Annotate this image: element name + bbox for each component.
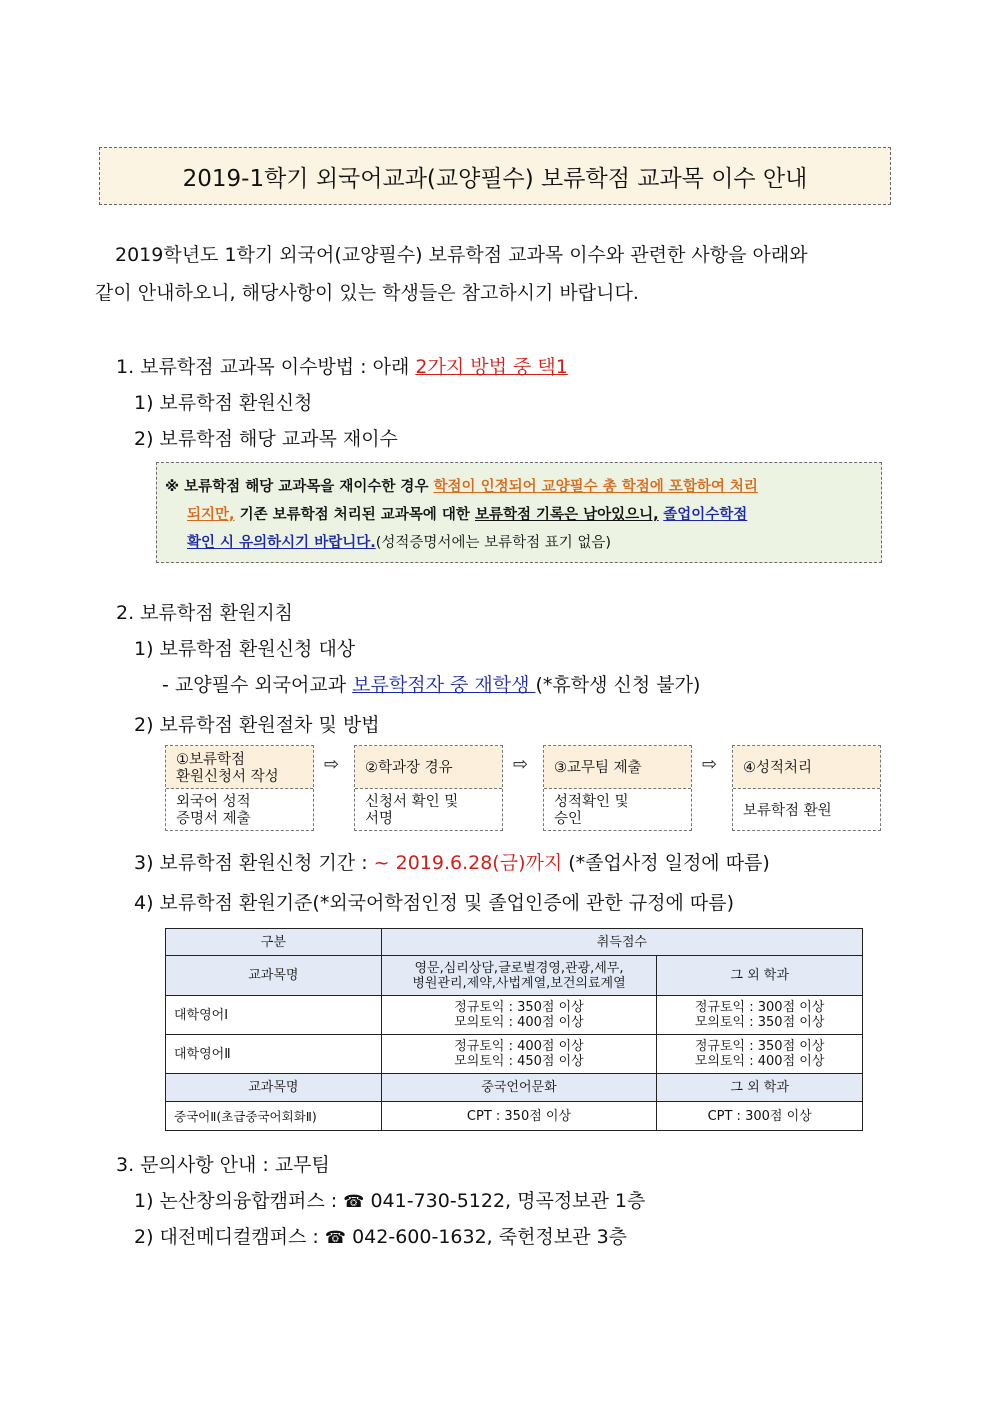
- arrow-icon: ⇨: [324, 754, 340, 775]
- target-suffix: (*휴학생 신청 불가): [535, 674, 701, 696]
- dept-a-line2: 병원관리,제약,사법계열,보건의료계열: [412, 975, 626, 991]
- note-part-2: 학점이 인정되어 교양필수 총 학점에 포함하여 처리: [433, 479, 758, 495]
- section2-item2: 2) 보류학점 환원절차 및 방법: [134, 714, 380, 736]
- contact-1-label: 1) 논산창의융합캠퍼스 :: [134, 1190, 344, 1212]
- step-1-title-line2: 환원신청서 작성: [176, 768, 279, 785]
- section3-heading: 3. 문의사항 안내 : 교무팀: [116, 1154, 330, 1176]
- section2-item4: 4) 보류학점 환원기준(*외국어학점인정 및 졸업인증에 관한 규정에 따름): [134, 892, 735, 914]
- course-name: 중국어Ⅱ(초급중국어회화Ⅱ): [166, 1102, 382, 1131]
- note-line-1: [165, 473, 758, 501]
- course-name: 대학영어Ⅱ: [166, 1035, 382, 1074]
- step-2-title: [355, 746, 502, 789]
- contact-2: [134, 1222, 627, 1249]
- note-line-2: [187, 501, 747, 529]
- section1-item1: 1) 보류학점 환원신청: [134, 392, 313, 414]
- step-1-desc-line2: 증명서 제출: [176, 811, 251, 827]
- step-3-box: [543, 745, 692, 831]
- period-deadline: ~ 2019.6.28(금)까지: [373, 852, 563, 874]
- step-2-desc: [355, 789, 502, 830]
- score-chinese: CPT : 350점 이상: [381, 1102, 657, 1131]
- phone-icon: ☎: [324, 1228, 347, 1248]
- score-dept-a: [381, 1035, 657, 1074]
- phone-icon: ☎: [343, 1192, 365, 1212]
- score-dept-other: [657, 1035, 863, 1074]
- score-dept-a: [381, 996, 657, 1035]
- contact-2-label: 2) 대전메디컬캠퍼스 :: [134, 1226, 325, 1248]
- intro-line-1: 2019학년도 1학기 외국어(교양필수) 보류학점 교과목 이수와 관련한 사항을 아래와: [115, 244, 808, 266]
- note-line-3: [187, 529, 611, 557]
- intro-paragraph: [95, 236, 895, 312]
- score-other: CPT : 300점 이상: [657, 1102, 863, 1131]
- score-line: 모의토익 : 400점 이상: [454, 1015, 584, 1030]
- note-part-9: (성적증명서에는 보류학점 표기 없음): [375, 535, 611, 551]
- arrow-icon: ⇨: [702, 754, 718, 775]
- table-row: [166, 956, 863, 996]
- step-1-desc: [166, 789, 313, 830]
- target-link: 보류학점자 중 재학생: [352, 674, 536, 696]
- step-1-box: [165, 745, 314, 831]
- step-3-desc: [544, 789, 691, 830]
- section2-heading: 2. 보류학점 환원지침: [116, 602, 294, 624]
- step-2-desc-line1: 신청서 확인 및: [365, 794, 459, 810]
- section2-item3: [134, 848, 770, 875]
- step-2-title-line1: ②학과장 경유: [365, 760, 453, 776]
- step-4-title-line1: ④성적처리: [743, 760, 813, 776]
- period-prefix: 3) 보류학점 환원신청 기간 :: [134, 852, 374, 874]
- note-part-1: ※ 보류학점 해당 교과목을 재이수한 경우: [165, 479, 434, 495]
- score-dept-other: [657, 996, 863, 1035]
- step-4-desc: [733, 789, 880, 830]
- section2-item1-sub: [162, 670, 700, 697]
- score-line: 모의토익 : 450점 이상: [454, 1054, 584, 1069]
- intro-line-2: 같이 안내하오니, 해당사항이 있는 학생들은 참고하시기 바랍니다.: [95, 282, 639, 304]
- step-2-box: [354, 745, 503, 831]
- step-4-box: [732, 745, 881, 831]
- table-header-score: 취득점수: [381, 929, 862, 956]
- step-4-title: [733, 746, 880, 789]
- section1-item2: 2) 보류학점 해당 교과목 재이수: [134, 428, 398, 450]
- section2-item1: 1) 보류학점 환원신청 대상: [134, 638, 356, 660]
- table-header-course-2: 교과목명: [166, 1074, 382, 1102]
- section1-heading-text: 1. 보류학점 교과목 이수방법 : 아래: [116, 356, 416, 378]
- target-prefix: - 교양필수 외국어교과: [162, 674, 353, 696]
- table-row: [166, 929, 863, 956]
- table-row: [166, 1035, 863, 1074]
- section1-heading: [116, 352, 568, 379]
- table-row: [166, 996, 863, 1035]
- table-row: [166, 1074, 863, 1102]
- dept-a-line1: 영문,심리상담,글로벌경영,관광,세무,: [414, 960, 624, 976]
- table-header-course: 교과목명: [166, 956, 382, 996]
- score-line: 정규토익 : 350점 이상: [454, 1000, 584, 1015]
- table-row: [166, 1102, 863, 1131]
- step-3-desc-line1: 성적확인 및: [554, 794, 629, 810]
- step-1-title: [166, 746, 313, 789]
- note-part-5: 보류학점 기록은 남아있으니,: [474, 507, 659, 523]
- step-1-desc-line1: 외국어 성적: [176, 794, 251, 810]
- note-part-7: 졸업이수학점: [663, 507, 748, 523]
- step-4-desc-line1: 보류학점 환원: [743, 802, 832, 819]
- step-3-desc-line2: 승인: [554, 811, 583, 827]
- note-part-3: 되지만,: [187, 507, 235, 523]
- contact-1: [134, 1186, 645, 1213]
- step-2-desc-line2: 서명: [365, 811, 394, 827]
- score-line: 모의토익 : 400점 이상: [694, 1054, 825, 1069]
- section1-heading-highlight: 2가지 방법 중 택1: [415, 356, 568, 378]
- title-text: 2019-1학기 외국어교과(교양필수) 보류학점 교과목 이수 안내: [182, 165, 808, 192]
- document-title: [99, 147, 891, 205]
- criteria-table: [165, 928, 863, 1131]
- note-part-4: 기존 보류학점 처리된 교과목에 대한: [234, 507, 475, 523]
- period-suffix: (*졸업사정 일정에 따름): [562, 852, 770, 874]
- contact-1-detail: 041-730-5122, 명곡정보관 1층: [364, 1190, 646, 1212]
- table-header-chinese: 중국언어문화: [381, 1074, 657, 1102]
- table-header-dept-a: [381, 956, 657, 996]
- step-3-title-line1: ③교무팀 제출: [554, 760, 642, 776]
- table-header-other-2: 그 외 학과: [657, 1074, 863, 1102]
- score-line: 정규토익 : 300점 이상: [694, 1000, 825, 1015]
- score-line: 정규토익 : 350점 이상: [694, 1039, 825, 1054]
- step-3-title: [544, 746, 691, 789]
- score-line: 모의토익 : 350점 이상: [694, 1015, 825, 1030]
- note-box: [156, 462, 882, 563]
- note-part-8: 확인 시 유의하시기 바랍니다.: [187, 535, 376, 551]
- score-line: 정규토익 : 400점 이상: [454, 1039, 584, 1054]
- step-1-title-line1: ①보류학점: [176, 751, 246, 768]
- arrow-icon: ⇨: [513, 754, 529, 775]
- table-header-dept-other: 그 외 학과: [657, 956, 863, 996]
- course-name: 대학영어Ⅰ: [166, 996, 382, 1035]
- table-header-category: 구분: [166, 929, 382, 956]
- contact-2-detail: 042-600-1632, 죽헌정보관 3층: [346, 1226, 628, 1248]
